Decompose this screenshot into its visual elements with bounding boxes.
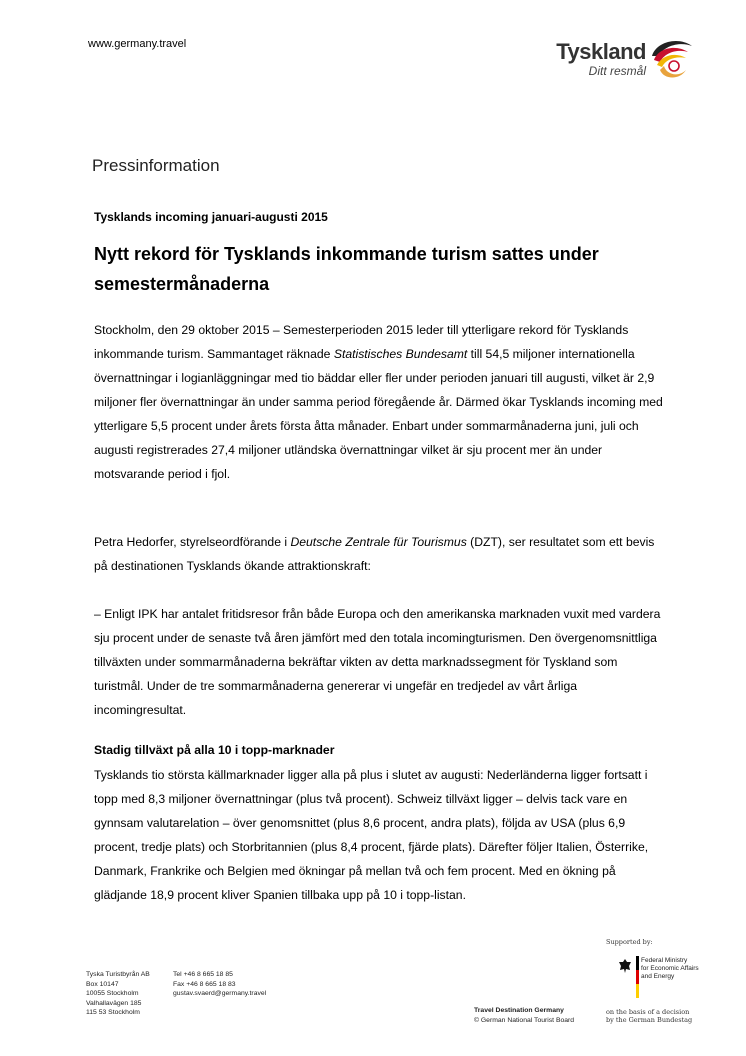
bundestag-basis (606, 1008, 692, 1024)
paragraph-2 (94, 530, 664, 578)
ministry-name (641, 957, 699, 981)
footer-address (86, 970, 150, 1018)
address-line: Tyska Turistbyrån AB (86, 971, 150, 978)
email-link[interactable]: gustav.svaerd@germany.travel (173, 990, 267, 997)
paragraph-4: Tysklands tio största källmarknader ligger alla på plus i slutet av augusti: Nederländerna ligger fortsatt i topp med 8,3 miljoner övernattningar (plus två procent). Schweiz tillväxt ligger – delvis tack vare en gynnsam valutarelation – över genomsnittet (plus 8,6 procent, andra plats), följda av USA (plus 6,9 procent, tredje plats) och Storbritannien (plus 8,4 procent, fjärde plats). Därefter följer Italien, Österrike, Danmark, Frankrike och Belgien med ökningar på mellan två och fem procent. Med en ökning på glädjande 18,9 procent kliver Spanien tillbaka upp på 10 i topp-listan. (94, 768, 649, 902)
tdg-title: Travel Destination Germany (474, 1007, 564, 1014)
paragraph-2-text-b: (DZT), ser resultatet som ett bevis på destinationen Tysklands ökande attraktionskraft: (94, 535, 655, 573)
supported-by: Supported by: (606, 938, 653, 946)
source-name: Statistisches Bundesamt (333, 347, 468, 361)
tdg-sub: © German National Tourist Board (474, 1016, 575, 1024)
address-line: 10055 Stockholm (86, 990, 139, 997)
headline: Nytt rekord för Tysklands inkommande turism sattes under semestermånaderna (94, 244, 599, 294)
phone: Tel +46 8 665 18 85 (173, 971, 233, 978)
logo-title: Tyskland (556, 39, 646, 64)
subheading: Stadig tillväxt på alla 10 i topp-marknader (94, 743, 335, 757)
german-flag-bar (636, 956, 639, 998)
footer-tdg (474, 1006, 594, 1025)
footer-contact (173, 970, 266, 999)
logo-subtitle: Ditt resmål (588, 64, 646, 78)
ministry-line: Federal Ministry (641, 957, 688, 964)
address-line: 115 53 Stockholm (86, 1009, 140, 1016)
fax: Fax +46 8 665 18 83 (173, 980, 236, 988)
section-title: Pressinformation (92, 156, 220, 175)
quote-paragraph: – Enligt IPK har antalet fritidsresor från både Europa och den amerikanska marknaden vuxit med vardera sju procent under de senaste två åren jämfört med den totala incomingturismen. Den övergenomsnittliga tillväxten under sommarmånaderna bekräftar vikten av detta marknadssegment för Tyskland som turistmål. Under de tre sommarmånaderna genererar vi ungefär en tredjedel av vårt årliga incomingresultat. (94, 607, 661, 717)
federal-eagle-icon (618, 958, 632, 974)
paragraph-1-text-b: till 54,5 miljoner internationella övernattningar i logianläggningar med tio bäddar eller fler under perioden januari till augusti, vilket är 2,9 miljoner fler övernattningar än under samma period föregående år. Därmed ökar Tysklands incoming med ytterligare 5,5 procent under årets första åtta månader. Enbart under sommarmånaderna juni, juli och augusti registrerades 27,4 miljoner utländska övernattningar vilket är sju procent mer än under motsvarande period i fjol. (94, 347, 663, 481)
ministry-line: and Energy (641, 973, 675, 980)
paragraph-2-text-a: Petra Hedorfer, styrelseordförande i (94, 535, 291, 549)
ministry-line: for Economic Affairs (641, 965, 699, 972)
paragraph-1 (94, 318, 664, 486)
address-line: Valhallavägen 185 (86, 999, 142, 1007)
tyskland-logo-icon (648, 36, 694, 82)
website-url[interactable]: www.germany.travel (88, 38, 187, 50)
paragraph-1-text-a: Stockholm, den 29 oktober 2015 – Semesterperioden 2015 leder till ytterligare rekord för Tysklands inkommande turism. Sammantaget räknade (94, 323, 629, 361)
basis-line: by the German Bundestag (606, 1016, 693, 1024)
organisation-name: Deutsche Zentrale für Tourismus (290, 535, 467, 549)
kicker: Tysklands incoming januari-augusti 2015 (94, 210, 328, 224)
address-line: Box 10147 (86, 980, 119, 988)
basis-line: on the basis of a decision (606, 1008, 690, 1016)
